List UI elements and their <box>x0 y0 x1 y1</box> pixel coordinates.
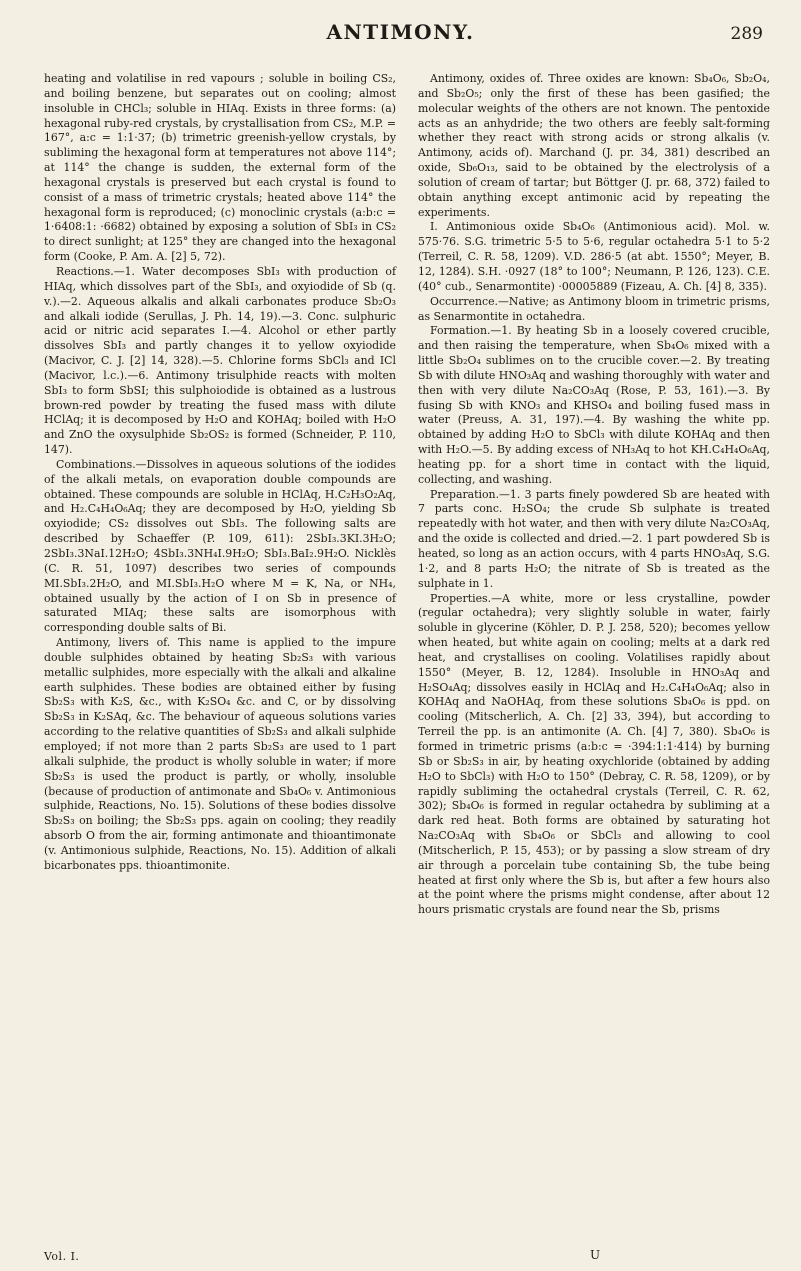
volume-label: Vol. I. <box>44 1250 80 1263</box>
paragraph: heating and volatilise in red vapours ; soluble in boiling CS₂, and boiling benzene, but separates out on cooling; almost insoluble in CHCl₃; soluble in HIAq. Exists in three forms: (a) hexagonal ruby-red crystals, by crystallisation from CS₂, M.P. = 167°, a:c = 1:1·37; (b) trimetric greenish-yellow crystals, by subliming the hexagonal form at temperatures not above 114°; at 114° the change is sudden, the external form of the hexagonal crystals is preserved but each crystal is found to consist of a mass of trimetric crystals; heated above 114° the hexagonal form is reproduced; (c) monoclinic crystals (a:b:c = 1·6408:1: ·6682) obtained by exposing a solution of SbI₃ in CS₂ to direct sunlight; at 125° they are changed into the hexagonal form (Cooke, P. Am. A. [2] 5, 72). <box>44 72 396 264</box>
paragraph: Occurrence.—Native; as Antimony bloom in trimetric prisms, as Senarmontite in octahedra. <box>418 294 770 323</box>
running-title: ANTIMONY. <box>326 20 475 44</box>
paragraph: Properties.—A white, more or less crystalline, powder (regular octahedra); very slightly soluble in water, fairly soluble in glycerine (Köhler, D. P. J. 258, 520); becomes yellow when heated, but white again on cooling; melts at a dark red heat, and crystallises on cooling. Volatilises rapidly about 1550° (Meyer, B. 12, 1284). Insoluble in HNO₃Aq and H₂SO₄Aq; dissolves easily in HClAq and H₂.C₄H₄O₆Aq; also in KOHAq and NaOHAq, from these solutions Sb₄O₆ is ppd. on cooling (Mitscherlich, A. Ch. [2] 33, 394), but according to Terreil the pp. is an antimonite (A. Ch. [4] 7, 380). Sb₄O₆ is formed in trimetric prisms (a:b:c = ·394:1:1·414) by burning Sb or Sb₂S₃ in air, by heating oxychloride (obtained by adding H₂O to SbCl₃) with H₂O to 150° (Debray, C. R. 58, 1209), or by rapidly subliming the octahedral crystals (Terreil, C. R. 62, 302); Sb₄O₆ is formed in regular octahedra by subliming at a dark red heat. Both forms are obtained by saturating hot Na₂CO₃Aq with Sb₄O₆ or SbCl₃ and allowing to cool (Mitscherlich, P. 15, 453); or by passing a slow stream of dry air through a porcelain tube containing Sb, the tube being heated at first only where the Sb is, but after a few hours also at the point where the prisms might condense, after about 12 hours prismatic crystals are found near the Sb, prisms <box>418 591 770 917</box>
paragraph: Antimony, livers of. This name is applied to the impure double sulphides obtained by heating Sb₂S₃ with various metallic sulphides, more especially with the alkali and alkaline earth sulphides. These bodies are obtained either by fusing Sb₂S₃ with K₂S, &c., with K₂SO₄ &c. and C, or by dissolving Sb₂S₃ in K₂SAq, &c. The behaviour of aqueous solutions varies according to the relative quantities of Sb₂S₃ and alkali sulphide employed; if not more than 2 parts Sb₂S₃ are used to 1 part alkali sulphide, the product is wholly soluble in water; if more Sb₂S₃ is used the product is partly, or wholly, insoluble (because of production of antimonate and Sb₄O₆ v. Antimonious sulphide, Reactions, No. 15). Solutions of these bodies dissolve Sb₂S₃ on boiling; the Sb₂S₃ pps. again on cooling; they readily absorb O from the air, forming antimonate and thioantimonate (v. Antimonious sulphide, Reactions, No. 15). Addition of alkali bicarbonates pps. thioantimonite. <box>44 636 396 872</box>
paragraph: I. Antimonious oxide Sb₄O₆ (Antimonious acid). Mol. w. 575·76. S.G. trimetric 5·5 to 5·6, regular octahedra 5·1 to 5·2 (Terreil, C. R. 58, 1209). V.D. 286·5 (at abt. 1550°; Meyer, B. 12, 1284). S.H. ·0927 (18° to 100°; Neumann, P. 126, 123). C.E. (40° cub., Senarmontite) ·00005889 (Fizeau, A. Ch. [4] 8, 335). <box>418 220 770 293</box>
page-header <box>0 12 801 52</box>
paragraph: Preparation.—1. 3 parts finely powdered Sb are heated with 7 parts conc. H₂SO₄; the crude Sb sulphate is treated repeatedly with hot water, and then with very dilute Na₂CO₃Aq, and the oxide is collected and dried.—2. 1 part powdered Sb is heated, so long as an action occurs, with 4 parts HNO₃Aq, S.G. 1·2, and 8 parts H₂O; the nitrate of Sb is treated as the sulphate in 1. <box>418 487 770 590</box>
left-column <box>44 72 396 874</box>
page-number: 289 <box>730 24 763 44</box>
paragraph: Combinations.—Dissolves in aqueous solutions of the iodides of the alkali metals, on evaporation double compounds are obtained. These compounds are soluble in HClAq, H.C₂H₃O₂Aq, and H₂.C₄H₄O₆Aq; they are decomposed by H₂O, yielding Sb oxyiodide; CS₂ dissolves out SbI₃. The following salts are described by Schaeffer (P. 109, 611): 2SbI₃.3KI.3H₂O; 2SbI₃.3NaI.12H₂O; 4SbI₃.3NH₄I.9H₂O; SbI₃.BaI₂.9H₂O. Nicklès (C. R. 51, 1097) describes two series of compounds MI.SbI₃.2H₂O, and MI.SbI₃.H₂O where M = K, Na, or NH₄, obtained usually by the action of I on Sb in presence of saturated MIAq; these salts are isomorphous with corresponding double salts of Bi. <box>44 457 396 635</box>
right-column <box>418 72 770 918</box>
paragraph: Formation.—1. By heating Sb in a loosely covered crucible, and then raising the temperature, when Sb₄O₆ mixed with a little Sb₂O₄ sublimes on to the crucible cover.—2. By treating Sb with dilute HNO₃Aq and washing thoroughly with water and then with very dilute Na₂CO₃Aq (Rose, P. 53, 161).—3. By fusing Sb with KNO₃ and KHSO₄ and boiling fused mass in water (Preuss, A. 31, 197).—4. By washing the white pp. obtained by adding H₂O to SbCl₃ with dilute KOHAq and then with H₂O.—5. By adding excess of NH₃Aq to hot KH.C₄H₄O₆Aq, heating pp. for a short time in contact with the liquid, collecting, and washing. <box>418 324 770 486</box>
paragraph: Reactions.—1. Water decomposes SbI₃ with production of HIAq, which dissolves part of the SbI₃, and oxyiodide of Sb (q. v.).—2. Aqueous alkalis and alkali carbonates produce Sb₂O₃ and alkali iodide (Serullas, J. Ph. 14, 19).—3. Conc. sulphuric acid or nitric acid separates I.—4. Alcohol or ether partly dissolves SbI₃ and partly changes it to yellow oxyiodide (Macivor, C. J. [2] 14, 328).—5. Chlorine forms SbCl₃ and ICl (Macivor, l.c.).—6. Antimony trisulphide reacts with molten SbI₃ to form SbSI; this sulphoiodide is obtained as a lustrous brown-red powder by treating the fused mass with dilute HClAq; it is decomposed by H₂O and KOHAq; boiled with H₂O and ZnO the oxysulphide Sb₂OS₂ is formed (Schneider, P. 110, 147). <box>44 264 396 457</box>
paragraph: Antimony, oxides of. Three oxides are known: Sb₄O₆, Sb₂O₄, and Sb₂O₅; only the first of these has been gasified; the molecular weights of the others are not known. The pentoxide acts as an anhydride; the two others are feebly salt-forming whether they react with strong acids or strong alkalis (v. Antimony, acids of). Marchand (J. pr. 34, 381) described an oxide, Sb₆O₁₃, said to be obtained by the electrolysis of a solution of cream of tartar; but Böttger (J. pr. 68, 372) failed to obtain anything except antimonic acid by repeating the experiments. <box>418 72 770 219</box>
signature-mark: U <box>590 1248 601 1262</box>
